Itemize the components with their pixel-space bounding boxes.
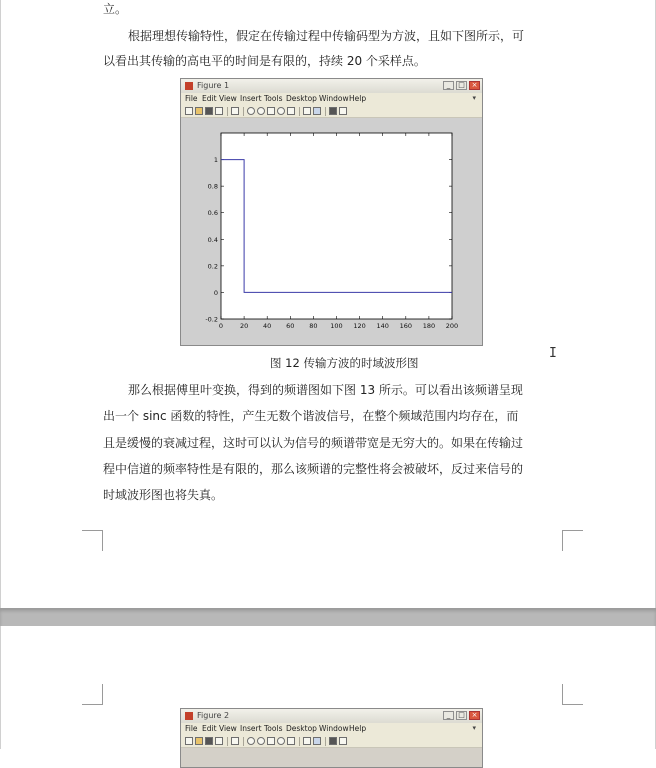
pan-icon[interactable]: [267, 107, 275, 115]
minimize-icon[interactable]: _: [443, 711, 454, 720]
menu-edit[interactable]: Edit: [202, 724, 217, 733]
pointer-icon[interactable]: [231, 737, 239, 745]
hide-plot-tools-icon[interactable]: [329, 737, 337, 745]
paragraph-2-line-4: 程中信道的频率特性是有限的，那么该频谱的完整性将会被破坏，反过来信号的: [103, 462, 524, 476]
legend-icon[interactable]: [313, 737, 321, 745]
x-tick-label: 60: [286, 322, 295, 330]
new-file-icon[interactable]: [185, 107, 193, 115]
figure-menubar: [181, 723, 482, 735]
x-tick-label: 120: [353, 322, 366, 330]
figure-toolbar: [181, 105, 482, 118]
text-cursor-icon: I: [549, 346, 557, 361]
figure-titlebar: [181, 79, 482, 94]
x-tick-label: 40: [263, 322, 272, 330]
text-line-top: 立。: [103, 2, 128, 16]
menu-help[interactable]: Help: [349, 724, 367, 733]
figure-menubar: [181, 93, 482, 105]
paragraph-2-line-3: 且是缓慢的衰减过程，这时可以认为信号的频谱带宽是无穷大的。如果在传输过: [103, 436, 524, 450]
pan-icon[interactable]: [267, 737, 275, 745]
y-tick-label: -0.2: [205, 315, 218, 324]
zoom-in-icon[interactable]: [247, 107, 255, 115]
menu-tools[interactable]: Tools: [264, 94, 283, 103]
axes-box: [221, 133, 452, 319]
menu-view[interactable]: View: [219, 94, 237, 103]
x-tick-label: 200: [445, 322, 459, 330]
crop-mark-bottom-right: [562, 530, 583, 551]
paragraph-2-line-5: 时域波形图也将失真。: [103, 488, 224, 502]
y-tick-label: 0: [213, 288, 218, 297]
save-icon[interactable]: [205, 107, 213, 115]
x-tick-label: 140: [376, 322, 389, 330]
paragraph-1-line-1: 根据理想传输特性，假定在传输过程中传输码型为方波，且如下图所示，可: [128, 29, 525, 43]
maximize-icon[interactable]: □: [456, 711, 467, 720]
menu-window[interactable]: Window: [319, 94, 349, 103]
y-tick-label: 1: [213, 156, 218, 165]
x-tick-label: 160: [399, 322, 413, 330]
zoom-in-icon[interactable]: [247, 737, 255, 745]
toolbar-separator: [243, 107, 244, 116]
figure-caption: 图 12 传输方波的时域波形图: [270, 356, 419, 370]
toolbar-separator: [325, 737, 326, 746]
figure-titlebar: [181, 709, 482, 724]
menu-file[interactable]: File: [185, 94, 198, 103]
x-tick-label: 100: [330, 322, 343, 330]
y-tick-label: 0.2: [207, 262, 218, 271]
toolbar-separator: [243, 737, 244, 746]
matlab-figure-window: [180, 78, 483, 346]
crop-mark-top-right: [562, 684, 583, 705]
close-icon[interactable]: ×: [469, 711, 480, 720]
toolbar-separator: [299, 737, 300, 746]
y-tick-label: 0.4: [207, 235, 218, 244]
x-tick-label: 180: [422, 322, 436, 330]
rotate-icon[interactable]: [277, 737, 285, 745]
matlab-logo-icon: [185, 82, 193, 90]
minimize-icon[interactable]: _: [443, 81, 454, 90]
matlab-logo-icon: [185, 712, 193, 720]
paragraph-1-line-2: 以看出其传输的高电平的时间是有限的，持续 20 个采样点。: [103, 54, 426, 68]
show-plot-tools-icon[interactable]: [339, 737, 347, 745]
menu-tools[interactable]: Tools: [264, 724, 283, 733]
page-edge-left: [0, 0, 1, 608]
save-icon[interactable]: [205, 737, 213, 745]
print-icon[interactable]: [215, 107, 223, 115]
print-icon[interactable]: [215, 737, 223, 745]
menu-desktop[interactable]: Desktop: [286, 724, 317, 733]
menu-help[interactable]: Help: [349, 94, 367, 103]
figure-title: Figure 2: [197, 711, 230, 720]
page-gap: [0, 608, 656, 626]
page-edge-left: [0, 626, 1, 749]
menu-insert[interactable]: Insert: [240, 724, 262, 733]
figure-title: Figure 1: [197, 81, 230, 90]
data-cursor-icon[interactable]: [287, 107, 295, 115]
toolbar-separator: [299, 107, 300, 116]
menu-chevron-icon[interactable]: ▾: [472, 724, 476, 732]
toolbar-separator: [325, 107, 326, 116]
waveform-chart: [181, 118, 482, 345]
maximize-icon[interactable]: □: [456, 81, 467, 90]
menu-window[interactable]: Window: [319, 724, 349, 733]
y-tick-label: 0.6: [207, 209, 218, 218]
new-file-icon[interactable]: [185, 737, 193, 745]
colorbar-icon[interactable]: [303, 737, 311, 745]
toolbar-separator: [227, 737, 228, 746]
x-tick-label: 20: [239, 322, 249, 330]
paragraph-2-line-2: 出一个 sinc 函数的特性，产生无数个谐波信号，在整个频域范围内均存在，而: [103, 409, 519, 423]
menu-chevron-icon[interactable]: ▾: [472, 94, 476, 102]
paragraph-2-line-1: 那么根据傅里叶变换，得到的频谱图如下图 13 所示。可以看出该频谱呈现: [128, 383, 523, 397]
x-tick-label: 80: [309, 322, 318, 330]
pointer-icon[interactable]: [231, 107, 239, 115]
rotate-icon[interactable]: [277, 107, 285, 115]
data-cursor-icon[interactable]: [287, 737, 295, 745]
open-file-icon[interactable]: [195, 737, 203, 745]
figure-plot-area: [181, 118, 482, 345]
document-page-2: [0, 626, 656, 749]
figure-toolbar: [181, 735, 482, 748]
zoom-out-icon[interactable]: [257, 107, 265, 115]
hide-plot-tools-icon[interactable]: [329, 107, 337, 115]
legend-icon[interactable]: [313, 107, 321, 115]
menu-view[interactable]: View: [219, 724, 237, 733]
menu-desktop[interactable]: Desktop: [286, 94, 317, 103]
matlab-figure-window-2: [180, 708, 483, 768]
menu-insert[interactable]: Insert: [240, 94, 262, 103]
crop-mark-bottom-left: [82, 530, 103, 551]
show-plot-tools-icon[interactable]: [339, 107, 347, 115]
open-file-icon[interactable]: [195, 107, 203, 115]
menu-file[interactable]: File: [185, 724, 198, 733]
close-icon[interactable]: ×: [469, 81, 480, 90]
menu-edit[interactable]: Edit: [202, 94, 217, 103]
crop-mark-top-left: [82, 684, 103, 705]
zoom-out-icon[interactable]: [257, 737, 265, 745]
colorbar-icon[interactable]: [303, 107, 311, 115]
y-tick-label: 0.8: [207, 182, 218, 191]
x-tick-label: 0: [218, 322, 224, 330]
toolbar-separator: [227, 107, 228, 116]
